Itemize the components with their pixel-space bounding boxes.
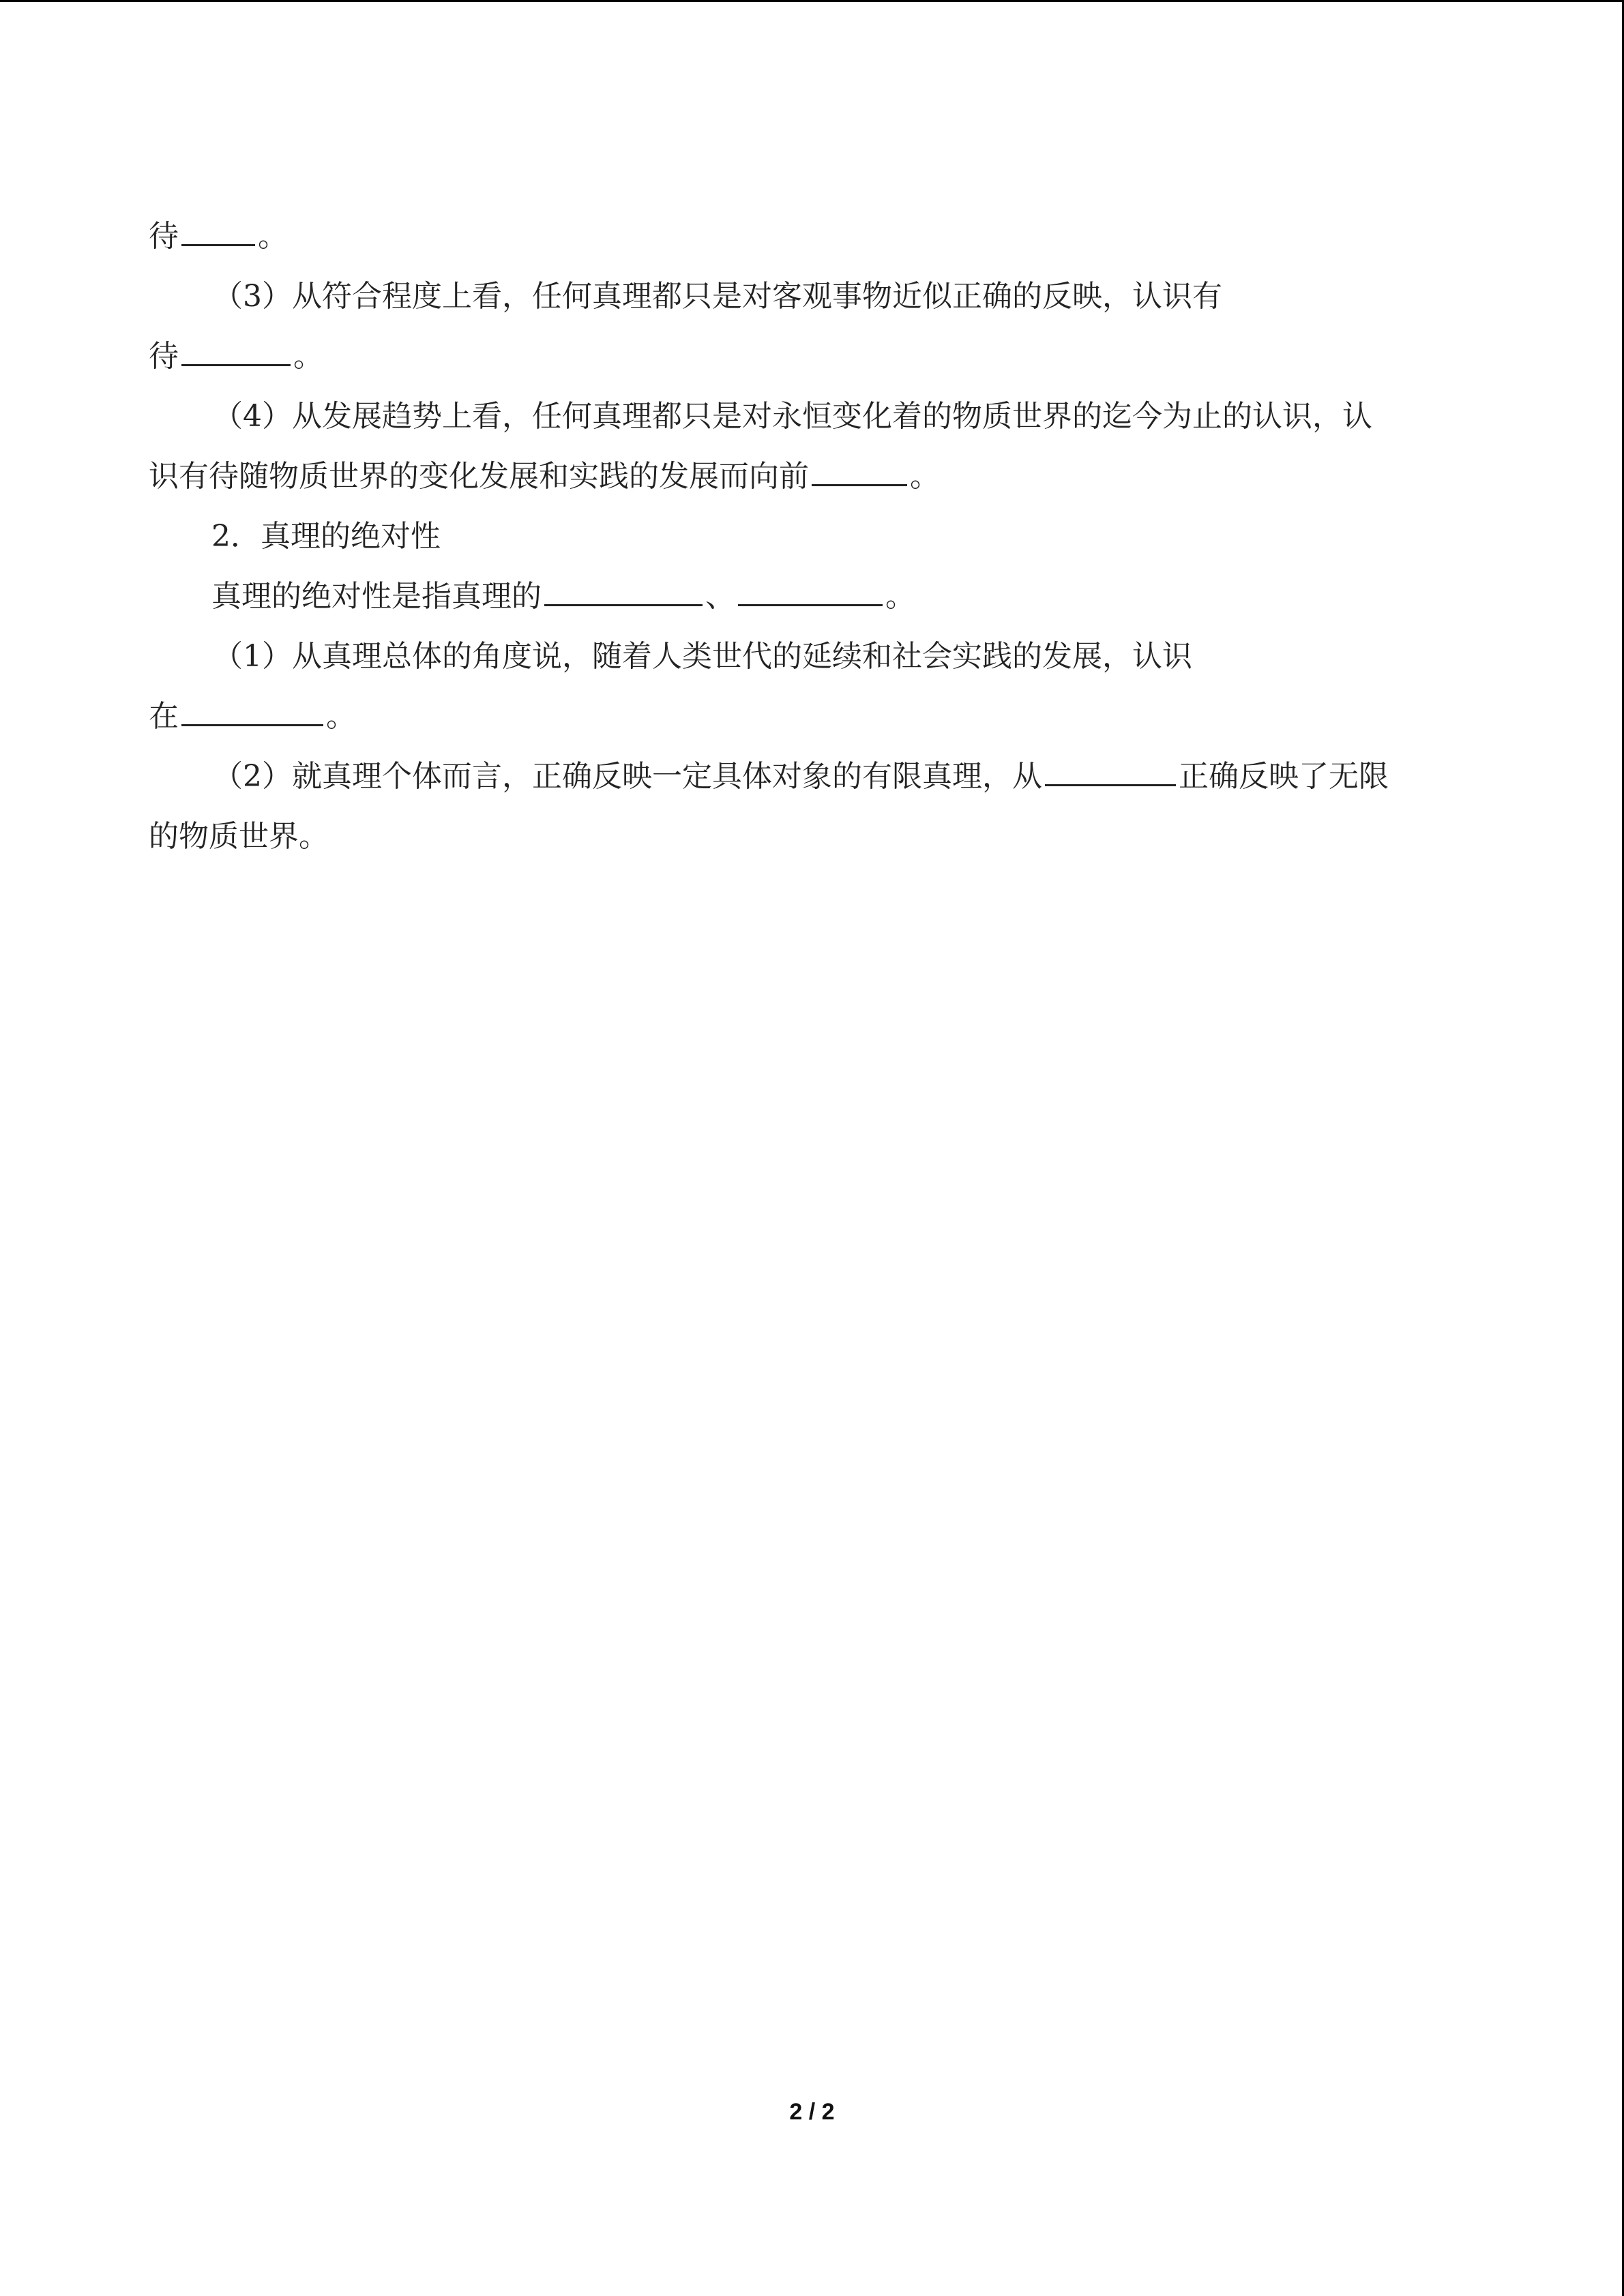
text: 的物质世界。 bbox=[149, 819, 329, 854]
text-line-4 bbox=[149, 387, 1486, 447]
heading-text: 2．真理的绝对性 bbox=[211, 519, 441, 554]
fill-blank[interactable] bbox=[181, 220, 255, 246]
fill-blank[interactable] bbox=[181, 340, 291, 366]
text-line-9 bbox=[149, 687, 1486, 747]
text: 。 bbox=[258, 219, 288, 254]
fill-blank[interactable] bbox=[738, 580, 883, 606]
text-line-8 bbox=[149, 627, 1486, 687]
document-body bbox=[149, 207, 1486, 867]
text-line-7 bbox=[149, 567, 1486, 627]
text: 正确反映了无限 bbox=[1179, 759, 1389, 794]
text-line-2 bbox=[149, 267, 1486, 327]
text: （1）从真理总体的角度说，随着人类世代的延续和社会实践的发展，认识 bbox=[213, 639, 1192, 674]
text: 待 bbox=[149, 219, 179, 254]
text-line-10 bbox=[149, 747, 1486, 807]
text-line-3 bbox=[149, 327, 1486, 387]
text: 。 bbox=[885, 579, 915, 614]
text: 待 bbox=[149, 339, 179, 374]
text: （4）从发展趋势上看，任何真理都只是对永恒变化着的物质世界的迄今为止的认识，认 bbox=[213, 399, 1372, 434]
text-line-1 bbox=[149, 207, 1486, 267]
text: （3）从符合程度上看，任何真理都只是对客观事物近似正确的反映，认识有 bbox=[213, 279, 1222, 314]
text: 在 bbox=[149, 699, 179, 734]
page-number: 2 / 2 bbox=[789, 2099, 835, 2125]
text: （2）就真理个体而言，正确反映一定具体对象的有限真理，从 bbox=[213, 759, 1042, 794]
text: 。 bbox=[293, 339, 323, 374]
text: 、 bbox=[705, 579, 735, 614]
text-line-5 bbox=[149, 447, 1486, 507]
fill-blank[interactable] bbox=[544, 580, 703, 606]
text: 识有待随物质世界的变化发展和实践的发展而向前 bbox=[149, 459, 809, 494]
fill-blank[interactable] bbox=[1045, 760, 1176, 786]
text-line-11 bbox=[149, 807, 1486, 867]
section-heading bbox=[149, 507, 1486, 567]
fill-blank[interactable] bbox=[812, 460, 907, 486]
text: 真理的绝对性是指真理的 bbox=[211, 579, 542, 614]
text: 。 bbox=[326, 699, 356, 734]
fill-blank[interactable] bbox=[181, 700, 323, 726]
text: 。 bbox=[910, 459, 940, 494]
